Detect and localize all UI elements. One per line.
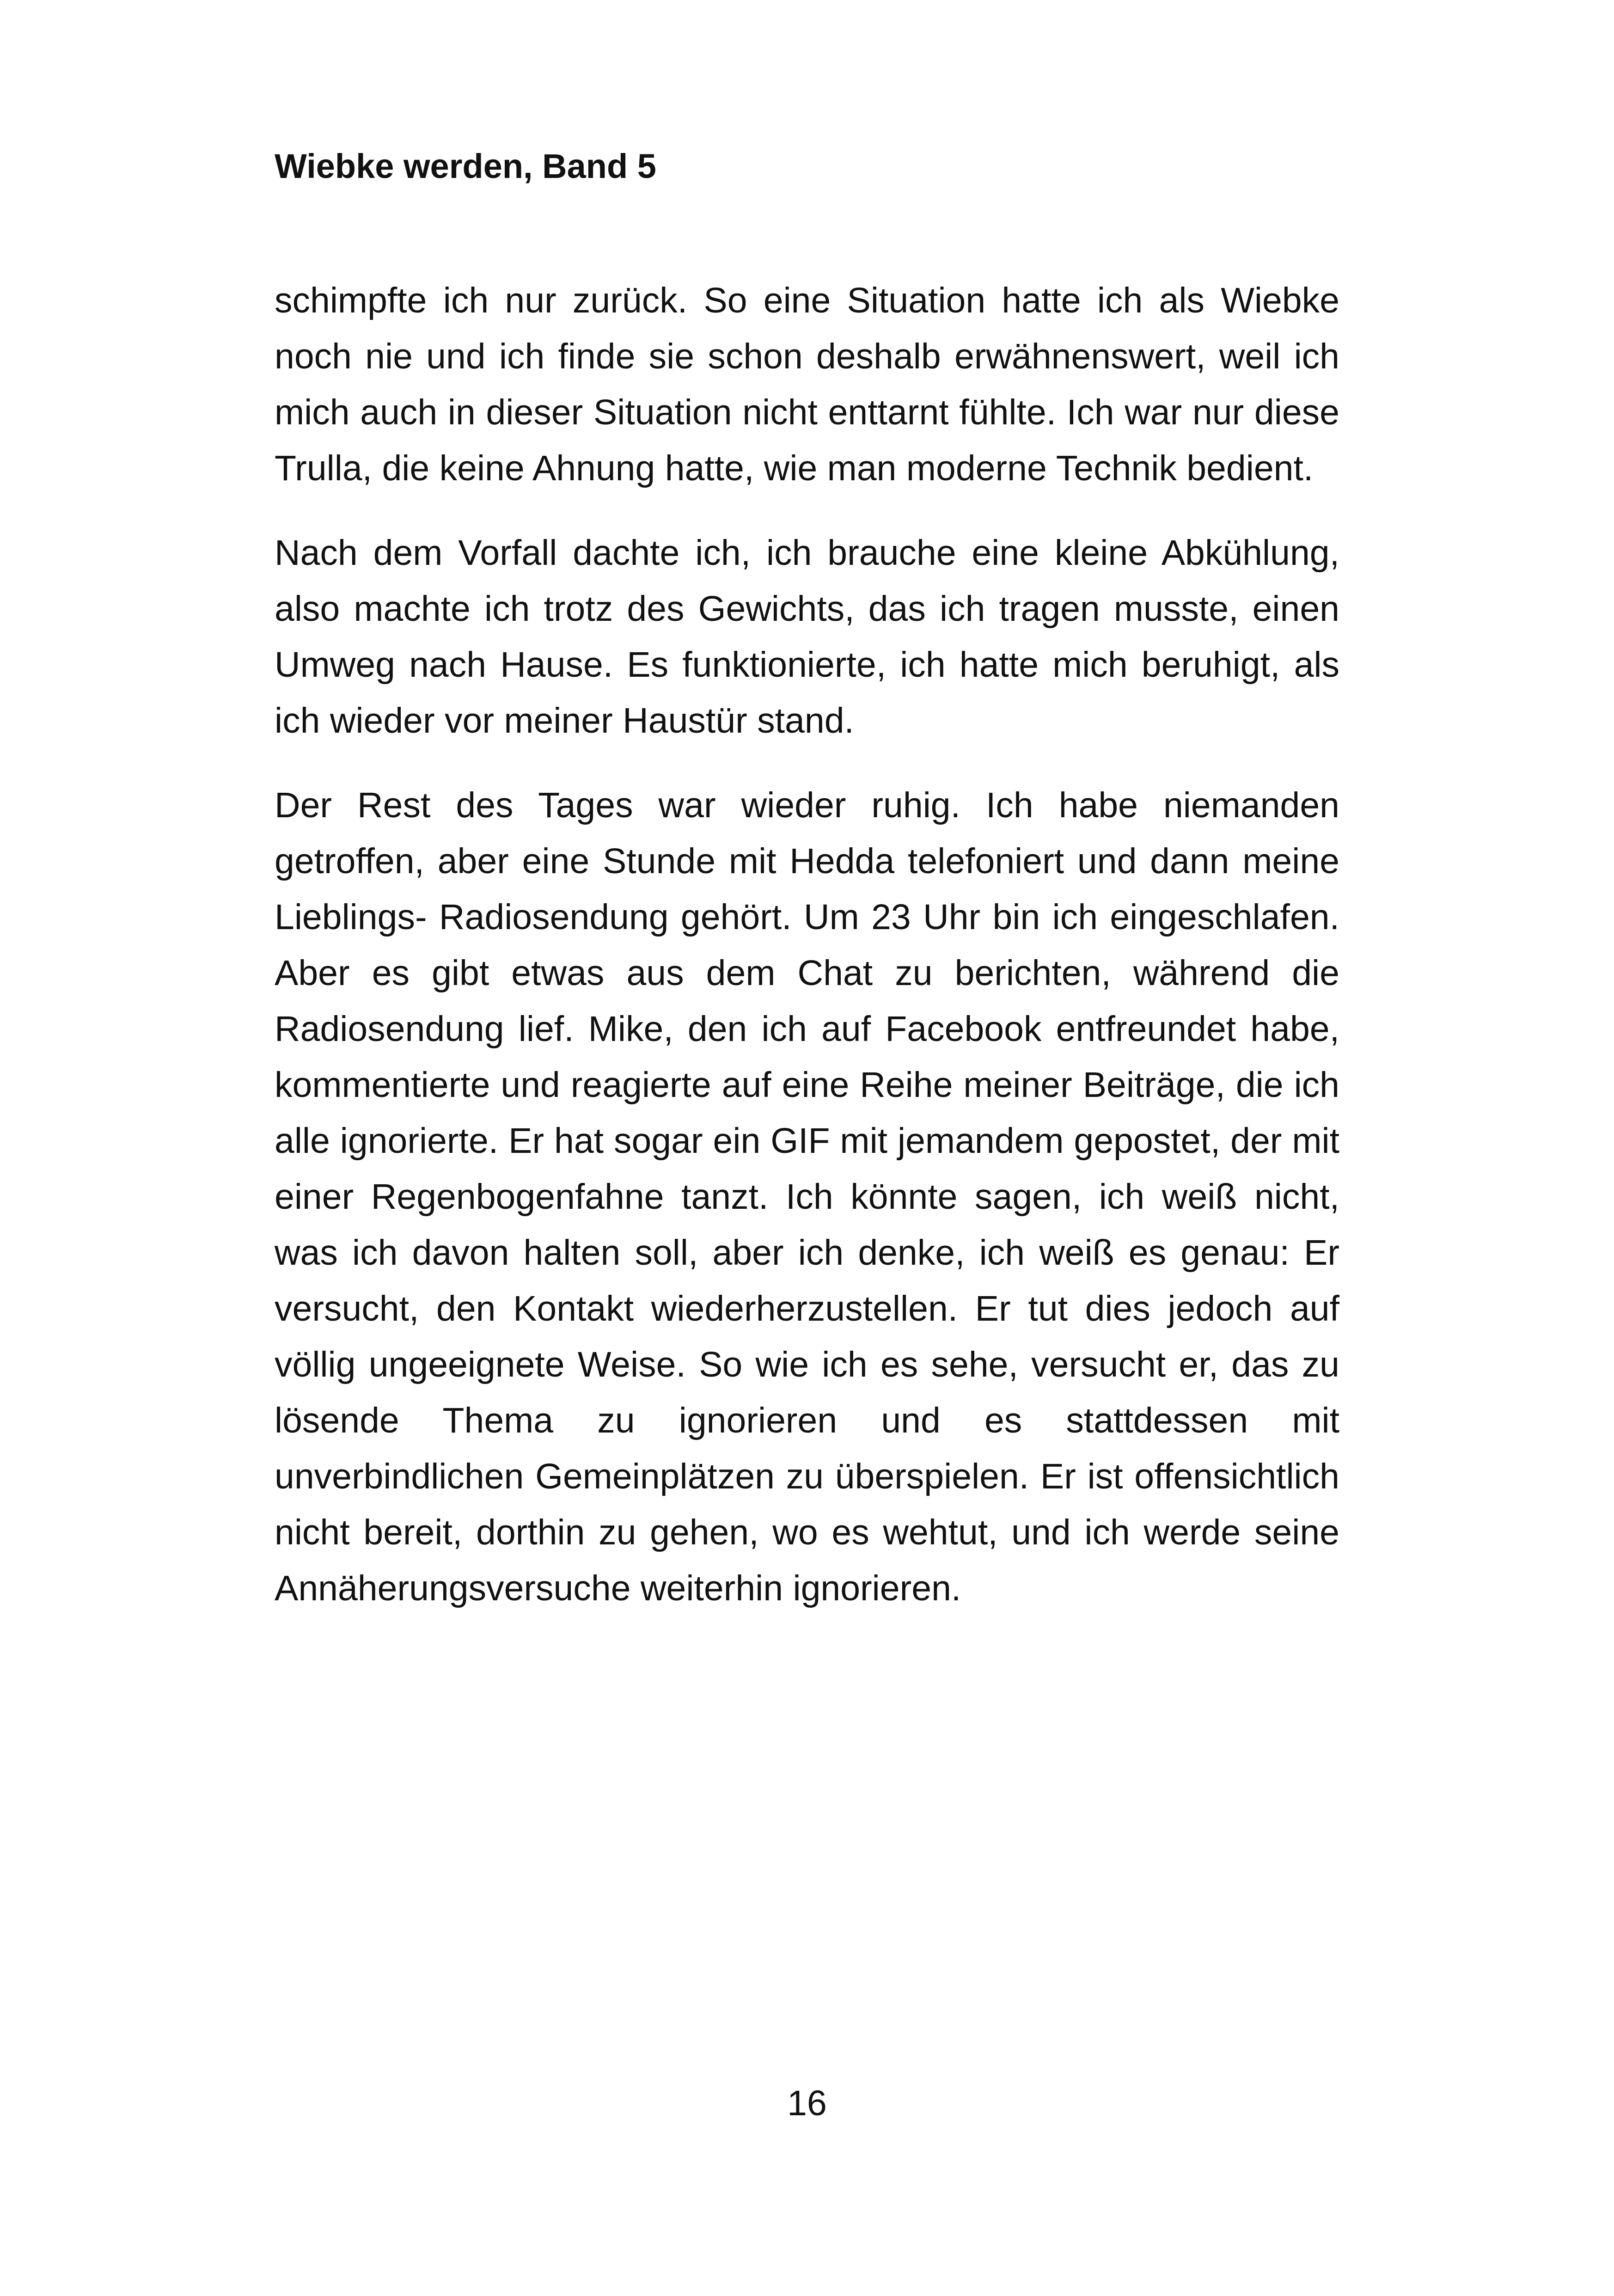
paragraph: Der Rest des Tages war wieder ruhig. Ich habe niemanden getroffen, aber eine Stunde mit Hedda telefoniert und dann meine Lieblings- Radiosendung gehört. Um 23 Uhr bin ich eingeschlafen. Aber es gibt etwas aus dem Chat zu berichten, während die Radiosendung lief. Mike, den ich auf Facebook entfreundet habe, kommentierte und reagierte auf eine Reihe meiner Beiträge, die ich alle ignorierte. Er hat sogar ein GIF mit jemandem gepostet, der mit einer Regenbogenfahne tanzt. Ich könnte sagen, ich weiß nicht, was ich davon halten soll, aber ich denke, ich weiß es genau: Er versucht, den Kontakt wiederherzustellen. Er tut dies jedoch auf völlig ungeeignete Weise. So wie ich es sehe, versucht er, das zu lösende Thema zu ignorieren und es stattdessen mit unverbindlichen Gemeinplätzen zu überspielen. Er ist offensichtlich nicht bereit, dorthin zu gehen, wo es wehtut, und ich werde seine Annäherungsversuche weiterhin ignorieren. — [275, 785, 1339, 1608]
paragraph: Nach dem Vorfall dachte ich, ich brauche eine kleine Abkühlung, also machte ich trotz des Gewichts, das ich tragen musste, einen Umweg nach Hause. Es funktionierte, ich hatte mich beruhigt, als ich wieder vor meiner Haustür stand. — [275, 533, 1339, 741]
running-header: Wiebke werden, Band 5 — [275, 147, 656, 185]
body-text — [275, 273, 1339, 1645]
page-number: 16 — [787, 2083, 827, 2123]
paragraph: schimpfte ich nur zurück. So eine Situation hatte ich als Wiebke noch nie und ich finde sie schon deshalb erwähnenswert, weil ich mich auch in dieser Situation nicht enttarnt fühlte. Ich war nur diese Trulla, die keine Ahnung hatte, wie man moderne Technik bedient. — [275, 281, 1339, 488]
